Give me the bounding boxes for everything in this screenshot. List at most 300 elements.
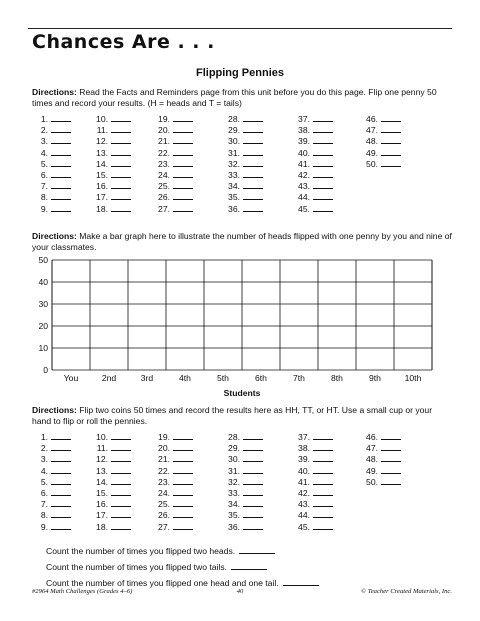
entry-number: 37. bbox=[298, 114, 310, 124]
record-entry bbox=[224, 454, 263, 465]
record-column bbox=[92, 114, 131, 215]
entry-number: 46. bbox=[366, 114, 378, 124]
entry-blank[interactable] bbox=[51, 454, 71, 462]
x-tick-label: 6th bbox=[255, 373, 267, 383]
entry-blank[interactable] bbox=[313, 432, 333, 440]
entry-blank[interactable] bbox=[51, 170, 71, 178]
entry-blank[interactable] bbox=[111, 148, 131, 156]
entry-number: 22. bbox=[158, 465, 170, 476]
entry-number: 42. bbox=[298, 487, 310, 498]
entry-number: 25. bbox=[158, 181, 170, 192]
entry-blank[interactable] bbox=[111, 443, 131, 451]
record-entry bbox=[154, 510, 193, 521]
y-tick-label: 0 bbox=[43, 365, 48, 375]
record-entry bbox=[92, 181, 131, 192]
entry-number: 24. bbox=[158, 169, 170, 180]
entry-blank[interactable] bbox=[173, 510, 193, 518]
record-entry bbox=[154, 443, 193, 454]
entry-blank[interactable] bbox=[313, 510, 333, 518]
entry-blank[interactable] bbox=[111, 136, 131, 144]
entry-blank[interactable] bbox=[243, 510, 263, 518]
record-entry bbox=[224, 114, 263, 125]
record-entry bbox=[294, 181, 333, 192]
entry-blank[interactable] bbox=[381, 477, 401, 485]
count-two-tails: Count the number of times you flipped two tails. bbox=[46, 561, 267, 572]
record-entry bbox=[294, 510, 333, 521]
record-entry bbox=[92, 443, 131, 454]
record-entry bbox=[32, 432, 71, 443]
record-entry bbox=[154, 192, 193, 203]
entry-number: 40. bbox=[298, 465, 310, 476]
record-entry bbox=[32, 114, 71, 125]
entry-number: 15. bbox=[96, 169, 108, 180]
y-tick-label: 40 bbox=[38, 277, 48, 287]
record-entry bbox=[294, 136, 333, 147]
entry-number: 1. bbox=[40, 432, 48, 442]
entry-blank[interactable] bbox=[173, 443, 193, 451]
entry-blank[interactable] bbox=[173, 466, 193, 474]
entry-number: 50. bbox=[366, 476, 378, 487]
entry-blank[interactable] bbox=[51, 114, 71, 122]
entry-number: 6. bbox=[40, 487, 48, 498]
entry-blank[interactable] bbox=[51, 192, 71, 200]
x-tick-label: 8th bbox=[331, 373, 343, 383]
record-column bbox=[294, 114, 333, 215]
record-entry bbox=[294, 443, 333, 454]
entry-blank[interactable] bbox=[111, 510, 131, 518]
record-entry bbox=[154, 488, 193, 499]
entry-blank[interactable] bbox=[173, 170, 193, 178]
record-entry bbox=[32, 136, 71, 147]
record-entry bbox=[294, 432, 333, 443]
directions-label: Directions: bbox=[32, 231, 77, 241]
entry-blank[interactable] bbox=[173, 204, 193, 212]
entry-number: 36. bbox=[228, 203, 240, 214]
entry-blank[interactable] bbox=[173, 114, 193, 122]
entry-number: 38. bbox=[298, 443, 310, 454]
entry-blank[interactable] bbox=[111, 488, 131, 496]
entry-number: 43. bbox=[298, 181, 310, 192]
record-entry bbox=[294, 159, 333, 170]
entry-number: 41. bbox=[298, 476, 310, 487]
x-tick-label: 5th bbox=[217, 373, 229, 383]
entry-number: 18. bbox=[96, 521, 108, 532]
record-entry bbox=[32, 170, 71, 181]
entry-blank[interactable] bbox=[381, 466, 401, 474]
entry-blank[interactable] bbox=[243, 488, 263, 496]
entry-number: 24. bbox=[158, 487, 170, 498]
heads-bar-graph bbox=[0, 250, 480, 402]
record-entry bbox=[362, 432, 401, 443]
record-entry bbox=[32, 181, 71, 192]
entry-number: 7. bbox=[40, 499, 48, 510]
record-column bbox=[224, 432, 263, 533]
entry-number: 3. bbox=[40, 136, 48, 147]
record-entry bbox=[294, 204, 333, 215]
entry-blank[interactable] bbox=[381, 136, 401, 144]
entry-blank[interactable] bbox=[381, 432, 401, 440]
entry-blank[interactable] bbox=[173, 192, 193, 200]
entry-number: 30. bbox=[228, 454, 240, 465]
entry-blank[interactable] bbox=[111, 114, 131, 122]
entry-blank[interactable] bbox=[243, 204, 263, 212]
record-entry bbox=[92, 192, 131, 203]
entry-blank[interactable] bbox=[313, 454, 333, 462]
entry-blank[interactable] bbox=[243, 522, 263, 530]
record-entry bbox=[154, 432, 193, 443]
entry-blank[interactable] bbox=[111, 125, 131, 133]
entry-number: 48. bbox=[366, 454, 378, 465]
record-column bbox=[32, 114, 71, 215]
entry-blank[interactable] bbox=[51, 443, 71, 451]
record-entry bbox=[224, 148, 263, 159]
entry-blank[interactable] bbox=[313, 192, 333, 200]
entry-number: 19. bbox=[158, 114, 170, 124]
record-entry bbox=[294, 488, 333, 499]
record-entry bbox=[32, 204, 71, 215]
entry-blank[interactable] bbox=[173, 148, 193, 156]
entry-number: 39. bbox=[298, 136, 310, 147]
entry-number: 6. bbox=[40, 169, 48, 180]
entry-number: 39. bbox=[298, 454, 310, 465]
entry-blank[interactable] bbox=[381, 148, 401, 156]
x-tick-label: You bbox=[63, 373, 79, 383]
unit-title: Chances Are . . . bbox=[32, 31, 215, 53]
entry-blank[interactable] bbox=[51, 125, 71, 133]
entry-number: 44. bbox=[298, 510, 310, 521]
record-entry bbox=[92, 499, 131, 510]
record-entry bbox=[362, 466, 401, 477]
record-entry bbox=[224, 125, 263, 136]
entry-number: 1. bbox=[40, 114, 48, 124]
entry-number: 9. bbox=[40, 521, 48, 532]
entry-number: 3. bbox=[40, 454, 48, 465]
entry-blank[interactable] bbox=[243, 432, 263, 440]
record-entry bbox=[294, 466, 333, 477]
entry-blank[interactable] bbox=[313, 488, 333, 496]
entry-number: 32. bbox=[228, 476, 240, 487]
y-tick-label: 50 bbox=[38, 255, 48, 265]
entry-blank[interactable] bbox=[313, 114, 333, 122]
record-entry bbox=[224, 170, 263, 181]
record-entry bbox=[224, 204, 263, 215]
entry-number: 34. bbox=[228, 181, 240, 192]
record-entry bbox=[294, 170, 333, 181]
x-axis-title: Students bbox=[223, 388, 261, 398]
entry-blank[interactable] bbox=[51, 148, 71, 156]
directions-text: Read the Facts and Reminders page from this unit before you do this page. Flip one penny 50 times and record your results. (H = heads and T = tails) bbox=[32, 87, 437, 108]
record-entry bbox=[154, 136, 193, 147]
entry-number: 35. bbox=[228, 510, 240, 521]
entry-blank[interactable] bbox=[111, 454, 131, 462]
entry-blank[interactable] bbox=[381, 114, 401, 122]
entry-blank[interactable] bbox=[381, 125, 401, 133]
answer-blank[interactable] bbox=[283, 577, 319, 586]
entry-number: 33. bbox=[228, 169, 240, 180]
record-entry bbox=[32, 522, 71, 533]
entry-number: 7. bbox=[40, 181, 48, 192]
record-column bbox=[154, 114, 193, 215]
entry-blank[interactable] bbox=[313, 477, 333, 485]
entry-blank[interactable] bbox=[111, 477, 131, 485]
entry-blank[interactable] bbox=[51, 159, 71, 167]
entry-blank[interactable] bbox=[243, 114, 263, 122]
record-entry bbox=[154, 125, 193, 136]
footer-copyright: © Teacher Created Materials, Inc. bbox=[361, 588, 452, 595]
record-entry bbox=[224, 488, 263, 499]
record-entry bbox=[92, 454, 131, 465]
entry-number: 4. bbox=[40, 465, 48, 476]
y-tick-label: 30 bbox=[38, 299, 48, 309]
record-entry bbox=[294, 499, 333, 510]
record-entry bbox=[32, 488, 71, 499]
entry-number: 31. bbox=[228, 465, 240, 476]
entry-number: 21. bbox=[158, 454, 170, 465]
entry-blank[interactable] bbox=[51, 432, 71, 440]
entry-blank[interactable] bbox=[243, 125, 263, 133]
entry-number: 49. bbox=[366, 465, 378, 476]
entry-number: 23. bbox=[158, 476, 170, 487]
record-entry bbox=[224, 466, 263, 477]
entry-number: 14. bbox=[96, 476, 108, 487]
record-entry bbox=[224, 499, 263, 510]
entry-blank[interactable] bbox=[51, 136, 71, 144]
entry-blank[interactable] bbox=[173, 522, 193, 530]
entry-blank[interactable] bbox=[51, 204, 71, 212]
record-column bbox=[362, 114, 401, 170]
record-entry bbox=[224, 181, 263, 192]
directions-label: Directions: bbox=[32, 405, 77, 415]
entry-number: 27. bbox=[158, 203, 170, 214]
entry-blank[interactable] bbox=[313, 159, 333, 167]
directions-text: Make a bar graph here to illustrate the number of heads flipped with one penny by you and nine of your classmates. bbox=[32, 231, 452, 252]
entry-number: 41. bbox=[298, 158, 310, 169]
entry-blank[interactable] bbox=[111, 159, 131, 167]
entry-number: 11. bbox=[96, 443, 108, 454]
record-entry bbox=[362, 454, 401, 465]
entry-number: 47. bbox=[366, 443, 378, 454]
entry-number: 4. bbox=[40, 147, 48, 158]
entry-number: 2. bbox=[40, 443, 48, 454]
entry-blank[interactable] bbox=[313, 522, 333, 530]
record-column bbox=[362, 432, 401, 488]
directions-two-coins bbox=[32, 405, 452, 427]
entry-number: 16. bbox=[96, 181, 108, 192]
entry-blank[interactable] bbox=[313, 499, 333, 507]
entry-number: 11. bbox=[96, 125, 108, 136]
entry-blank[interactable] bbox=[51, 181, 71, 189]
record-entry bbox=[294, 114, 333, 125]
page-title: Flipping Pennies bbox=[195, 67, 284, 79]
entry-blank[interactable] bbox=[173, 159, 193, 167]
record-entry bbox=[32, 125, 71, 136]
entry-number: 22. bbox=[158, 147, 170, 158]
entry-number: 26. bbox=[158, 192, 170, 203]
record-entry bbox=[92, 488, 131, 499]
record-entry bbox=[154, 466, 193, 477]
entry-blank[interactable] bbox=[51, 499, 71, 507]
entry-number: 29. bbox=[228, 443, 240, 454]
entry-blank[interactable] bbox=[111, 170, 131, 178]
entry-blank[interactable] bbox=[173, 499, 193, 507]
entry-number: 20. bbox=[158, 443, 170, 454]
entry-number: 16. bbox=[96, 499, 108, 510]
record-column bbox=[224, 114, 263, 215]
entry-blank[interactable] bbox=[51, 466, 71, 474]
entry-number: 17. bbox=[96, 192, 108, 203]
entry-blank[interactable] bbox=[111, 192, 131, 200]
entry-blank[interactable] bbox=[111, 499, 131, 507]
record-entry bbox=[32, 454, 71, 465]
entry-number: 8. bbox=[40, 192, 48, 203]
entry-blank[interactable] bbox=[243, 466, 263, 474]
entry-blank[interactable] bbox=[243, 159, 263, 167]
entry-blank[interactable] bbox=[173, 125, 193, 133]
entry-blank[interactable] bbox=[51, 488, 71, 496]
record-entry bbox=[92, 170, 131, 181]
entry-number: 47. bbox=[366, 125, 378, 136]
record-entry bbox=[224, 443, 263, 454]
entry-blank[interactable] bbox=[313, 466, 333, 474]
entry-number: 19. bbox=[158, 432, 170, 442]
x-tick-label: 9th bbox=[369, 373, 381, 383]
record-entry bbox=[362, 477, 401, 488]
record-column bbox=[154, 432, 193, 533]
entry-blank[interactable] bbox=[51, 477, 71, 485]
record-entry bbox=[92, 114, 131, 125]
entry-blank[interactable] bbox=[111, 181, 131, 189]
record-entry bbox=[92, 522, 131, 533]
entry-number: 9. bbox=[40, 203, 48, 214]
entry-blank[interactable] bbox=[313, 170, 333, 178]
record-entry bbox=[224, 432, 263, 443]
y-tick-label: 10 bbox=[38, 343, 48, 353]
entry-blank[interactable] bbox=[111, 204, 131, 212]
entry-number: 25. bbox=[158, 499, 170, 510]
record-entry bbox=[224, 159, 263, 170]
entry-blank[interactable] bbox=[381, 159, 401, 167]
entry-number: 15. bbox=[96, 487, 108, 498]
record-entry bbox=[154, 499, 193, 510]
record-entry bbox=[154, 454, 193, 465]
entry-blank[interactable] bbox=[111, 522, 131, 530]
record-entry bbox=[154, 477, 193, 488]
entry-blank[interactable] bbox=[173, 477, 193, 485]
record-entry bbox=[92, 477, 131, 488]
entry-number: 30. bbox=[228, 136, 240, 147]
record-entry bbox=[362, 114, 401, 125]
entry-blank[interactable] bbox=[51, 522, 71, 530]
record-column bbox=[294, 432, 333, 533]
entry-blank[interactable] bbox=[243, 477, 263, 485]
record-entry bbox=[92, 510, 131, 521]
entry-blank[interactable] bbox=[313, 204, 333, 212]
record-entry bbox=[362, 148, 401, 159]
entry-blank[interactable] bbox=[243, 443, 263, 451]
entry-blank[interactable] bbox=[243, 499, 263, 507]
record-entry bbox=[154, 148, 193, 159]
entry-blank[interactable] bbox=[243, 170, 263, 178]
entry-blank[interactable] bbox=[243, 192, 263, 200]
entry-number: 34. bbox=[228, 499, 240, 510]
count-two-heads: Count the number of times you flipped two heads. bbox=[46, 545, 275, 556]
entry-blank[interactable] bbox=[381, 443, 401, 451]
entry-blank[interactable] bbox=[173, 488, 193, 496]
entry-number: 20. bbox=[158, 125, 170, 136]
entry-number: 17. bbox=[96, 510, 108, 521]
entry-blank[interactable] bbox=[313, 136, 333, 144]
entry-number: 44. bbox=[298, 192, 310, 203]
entry-blank[interactable] bbox=[313, 125, 333, 133]
entry-number: 37. bbox=[298, 432, 310, 442]
record-entry bbox=[294, 125, 333, 136]
record-entry bbox=[154, 159, 193, 170]
entry-number: 13. bbox=[96, 147, 108, 158]
entry-blank[interactable] bbox=[173, 181, 193, 189]
x-tick-label: 2nd bbox=[101, 373, 117, 383]
x-tick-label: 3rd bbox=[140, 373, 154, 383]
record-entry bbox=[32, 499, 71, 510]
entry-blank[interactable] bbox=[111, 432, 131, 440]
entry-blank[interactable] bbox=[111, 466, 131, 474]
answer-blank[interactable] bbox=[231, 561, 267, 570]
entry-number: 12. bbox=[96, 454, 108, 465]
directions-one-penny bbox=[32, 87, 452, 109]
entry-number: 28. bbox=[228, 432, 240, 442]
x-tick-label: 7th bbox=[293, 373, 305, 383]
entry-number: 21. bbox=[158, 136, 170, 147]
record-entry bbox=[32, 466, 71, 477]
directions-text: Flip two coins 50 times and record the results here as HH, TT, or HT. Use a small cup or your hand to flip or roll the pennies. bbox=[32, 405, 433, 426]
entry-number: 5. bbox=[40, 476, 48, 487]
entry-number: 48. bbox=[366, 136, 378, 147]
record-entry bbox=[92, 125, 131, 136]
entry-number: 45. bbox=[298, 203, 310, 214]
entry-blank[interactable] bbox=[313, 181, 333, 189]
footer-page-number: 40 bbox=[236, 588, 244, 595]
record-entry bbox=[32, 148, 71, 159]
entry-blank[interactable] bbox=[173, 432, 193, 440]
record-entry bbox=[362, 125, 401, 136]
entry-number: 13. bbox=[96, 465, 108, 476]
record-entry bbox=[294, 454, 333, 465]
entry-blank[interactable] bbox=[313, 148, 333, 156]
record-entry bbox=[32, 510, 71, 521]
entry-blank[interactable] bbox=[243, 454, 263, 462]
record-entry bbox=[294, 192, 333, 203]
y-tick-label: 20 bbox=[38, 321, 48, 331]
entry-blank[interactable] bbox=[243, 148, 263, 156]
entry-blank[interactable] bbox=[173, 454, 193, 462]
entry-blank[interactable] bbox=[243, 181, 263, 189]
entry-number: 28. bbox=[228, 114, 240, 124]
entry-blank[interactable] bbox=[243, 136, 263, 144]
entry-number: 32. bbox=[228, 158, 240, 169]
record-entry bbox=[362, 136, 401, 147]
record-entry bbox=[224, 510, 263, 521]
entry-number: 5. bbox=[40, 158, 48, 169]
record-entry bbox=[32, 443, 71, 454]
record-entry bbox=[224, 522, 263, 533]
entry-number: 8. bbox=[40, 510, 48, 521]
entry-blank[interactable] bbox=[313, 443, 333, 451]
entry-blank[interactable] bbox=[173, 136, 193, 144]
entry-number: 10. bbox=[96, 432, 108, 442]
entry-blank[interactable] bbox=[51, 510, 71, 518]
answer-blank[interactable] bbox=[239, 545, 275, 554]
entry-blank[interactable] bbox=[381, 454, 401, 462]
record-entry bbox=[362, 159, 401, 170]
